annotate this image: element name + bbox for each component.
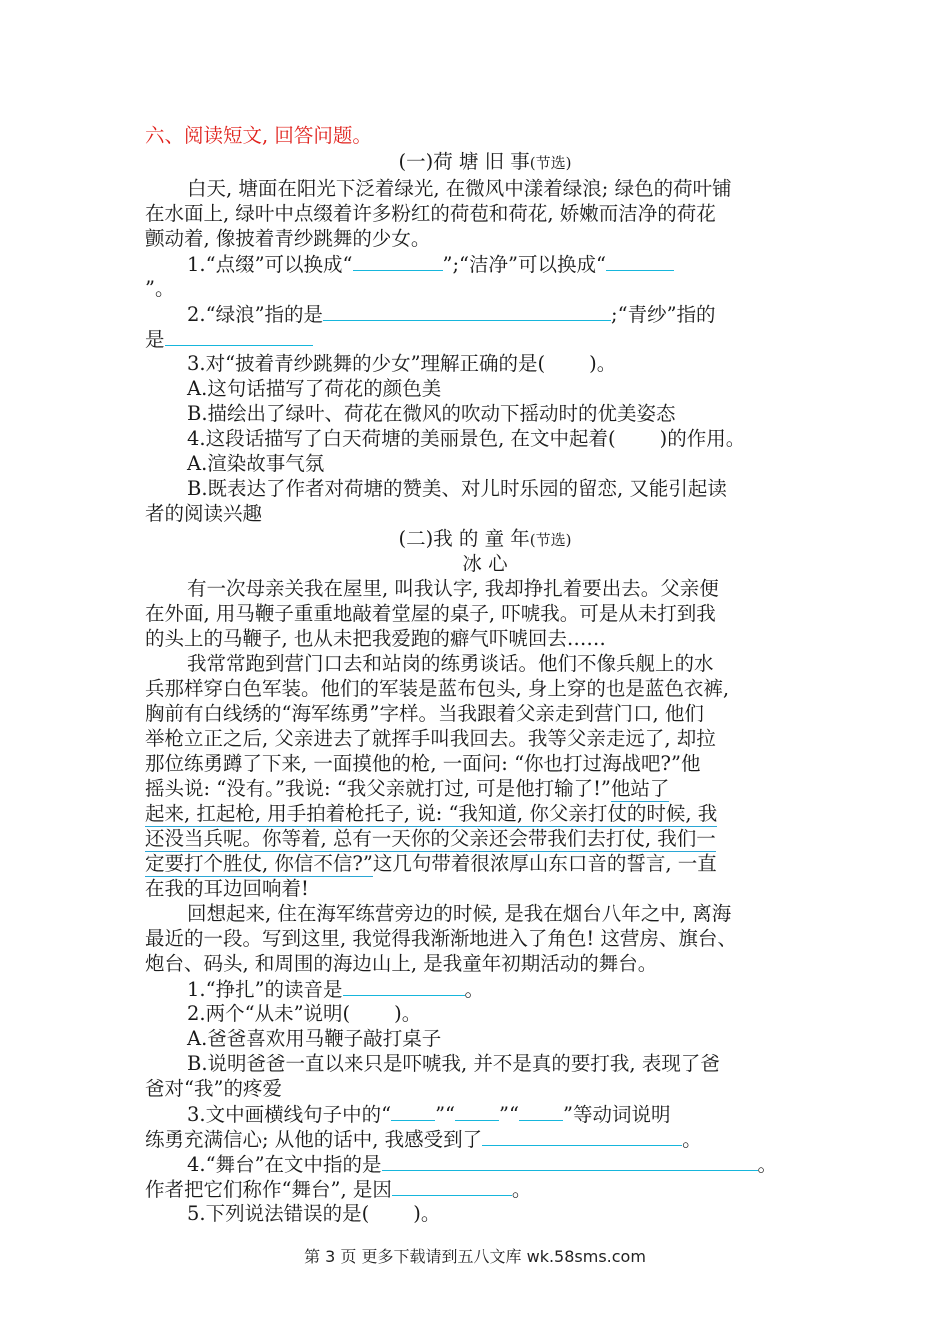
passage2-p2-line-7 — [145, 802, 825, 826]
p1-question-1-end: ”。 — [145, 277, 175, 300]
p1-question-3: 3.对“披着青纱跳舞的少女”理解正确的是( )。 — [187, 352, 617, 375]
passage2-p3-line-3: 炮台、码头, 和周围的海边山上, 是我童年初期活动的舞台。 — [145, 952, 658, 975]
underlined-sentence: 起来, 扛起枪, 用手拍着枪托子, 说: “我知道, 你父亲打仗的时候, 我 — [145, 802, 718, 825]
section-title: 六、阅读短文, 回答问题。 — [145, 124, 372, 147]
passage2-title-note: (节选) — [529, 531, 572, 549]
passage2-p2-line-6: 摇头说: “没有。”我说: “我父亲就打过, 可是他打输了!”他站了 — [145, 777, 670, 800]
passage1-title-note: (节选) — [529, 154, 572, 172]
passage1-line-1: 白天, 塘面在阳光下泛着绿光, 在微风中漾着绿浪; 绿色的荷叶铺 — [187, 177, 732, 200]
answer-blank[interactable] — [455, 1102, 499, 1121]
p2-q2-option-b: B.说明爸爸一直以来只是吓唬我, 并不是真的要打我, 表现了爸 — [187, 1052, 720, 1075]
p1-question-2: 2.“绿浪”指的是 ;“青纱”指的 — [187, 303, 716, 326]
answer-blank[interactable] — [353, 252, 443, 271]
passage2-author: 冰 心 — [462, 552, 508, 575]
passage2-p1-line-1: 有一次母亲关我在屋里, 叫我认字, 我却挣扎着要出去。父亲便 — [187, 577, 719, 600]
passage2-p2-line-3: 胸前有白线绣的“海军练勇”字样。当我跟着父亲走到营门口, 他们 — [145, 702, 704, 725]
passage2-title: (二)我 的 童 年(节选) — [398, 527, 572, 550]
passage2-p2-line-4: 举枪立正之后, 父亲进去了就挥手叫我回去。我等父亲走远了, 却拉 — [145, 727, 716, 750]
answer-blank[interactable] — [482, 1127, 682, 1146]
p1-q4-option-b: B.既表达了作者对荷塘的赞美、对儿时乐园的留恋, 又能引起读 — [187, 477, 727, 500]
p1-q3-option-b: B.描绘出了绿叶、荷花在微风的吹动下摇动时的优美姿态 — [187, 402, 676, 425]
underlined-sentence: 他站了 — [610, 777, 670, 800]
p1-q3-option-a: A.这句话描写了荷花的颜色美 — [187, 377, 442, 400]
p1-q4-option-a: A.渲染故事气氛 — [187, 452, 325, 475]
passage2-p3-line-1: 回想起来, 住在海军练营旁边的时候, 是我在烟台八年之中, 离海 — [187, 902, 732, 925]
passage1-line-3: 颤动着, 像披着青纱跳舞的少女。 — [145, 227, 431, 250]
underlined-sentence: 还没当兵呢。你等着, 总有一天你的父亲还会带我们去打仗, 我们一 — [145, 827, 716, 850]
passage2-p2-line-1: 我常常跑到营门口去和站岗的练勇谈话。他们不像兵舰上的水 — [187, 652, 714, 675]
answer-blank[interactable] — [323, 302, 611, 321]
answer-blank[interactable] — [343, 977, 465, 996]
underlined-sentence: 定要打个胜仗, 你信不信?” — [145, 852, 373, 875]
passage2-p2-line-5: 那位练勇蹲了下来, 一面摸他的枪, 一面问: “你也打过海战吧?”他 — [145, 752, 701, 775]
answer-blank[interactable] — [392, 1177, 512, 1196]
passage2-p2-line-9: 定要打个胜仗, 你信不信?”这几句带着很浓厚山东口音的誓言, 一直 — [145, 852, 717, 875]
answer-blank[interactable] — [519, 1102, 563, 1121]
p2-question-4-cont: 作者把它们称作“舞台”, 是因 。 — [145, 1178, 532, 1201]
p1-q4-option-b-cont: 者的阅读兴趣 — [145, 502, 263, 525]
passage1-title: (一)荷 塘 旧 事(节选) — [398, 150, 572, 173]
p1-question-1: 1.“点缀”可以换成“ ”;“洁净”可以换成“ — [187, 252, 867, 277]
passage2-p2-line-10: 在我的耳边回响着! — [145, 877, 309, 900]
answer-blank[interactable] — [165, 327, 313, 346]
page-footer: 第 3 页 更多下载请到五八文库 wk.58sms.com — [304, 1247, 646, 1266]
p2-question-2: 2.两个“从未”说明( )。 — [187, 1002, 422, 1025]
answer-blank[interactable] — [391, 1102, 435, 1121]
passage2-p2-line-2: 兵那样穿白色军装。他们的军装是蓝布包头, 身上穿的也是蓝色衣裤, — [145, 677, 730, 700]
passage2-p2-line-8 — [145, 827, 825, 851]
answer-blank[interactable] — [382, 1152, 758, 1171]
p1-question-2-end: 是 — [145, 327, 825, 352]
p2-question-1: 1.“挣扎”的读音是 。 — [187, 978, 485, 1001]
p2-question-4: 4.“舞台”在文中指的是 。 — [187, 1153, 778, 1176]
passage2-p3-line-2: 最近的一段。写到这里, 我觉得我渐渐地进入了角色! 这营房、旗台、 — [145, 927, 737, 950]
answer-blank[interactable] — [606, 252, 674, 271]
p2-question-3-cont: 练勇充满信心; 从他的话中, 我感受到了 。 — [145, 1128, 702, 1151]
p1-question-4: 4.这段话描写了白天荷塘的美丽景色, 在文中起着( )的作用。 — [187, 427, 746, 450]
p2-question-5: 5.下列说法错误的是( )。 — [187, 1202, 441, 1225]
passage2-p1-line-3: 的头上的马鞭子, 也从未把我爱跑的癖气吓唬回去…… — [145, 627, 606, 650]
p2-question-3: 3.文中画横线句子中的“ ”“ ”“ ”等动词说明 — [187, 1103, 671, 1126]
p2-q2-option-b-cont: 爸对“我”的疼爱 — [145, 1077, 282, 1100]
p2-q2-option-a: A.爸爸喜欢用马鞭子敲打桌子 — [187, 1027, 442, 1050]
passage2-p1-line-2: 在外面, 用马鞭子重重地敲着堂屋的桌子, 吓唬我。可是从未打到我 — [145, 602, 716, 625]
passage1-line-2: 在水面上, 绿叶中点缀着许多粉红的荷苞和荷花, 娇嫩而洁净的荷花 — [145, 202, 716, 225]
